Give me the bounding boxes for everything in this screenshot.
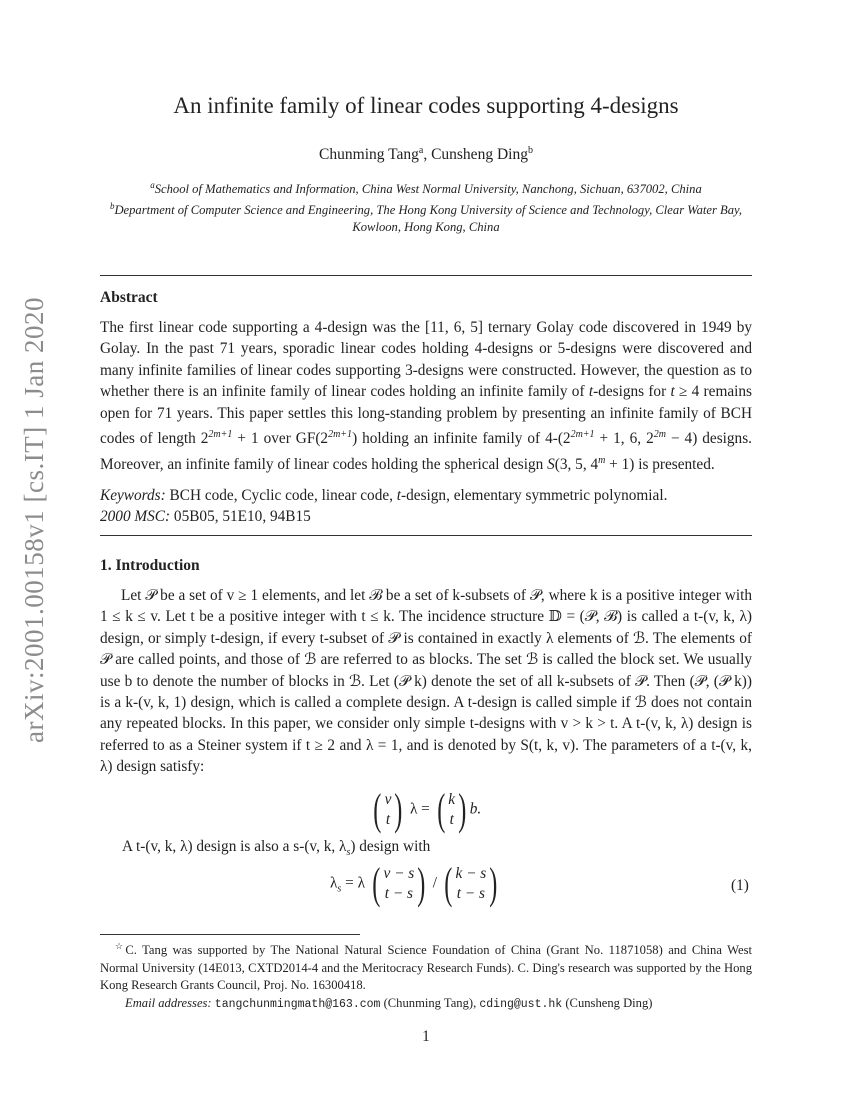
msc-codes: 05B05, 51E10, 94B15 [170, 508, 311, 525]
affiliation-a-text: School of Mathematics and Information, China West Normal University, Nanchong, Sichuan, 637002, China [154, 182, 702, 197]
abstract-text: The first linear code supporting a 4-design was the [11, 6, 5] ternary Golay code discovered in 1949 by Golay. In the past 71 years, sporadic linear codes holding 4-designs or 5-designs were discovered and many infinite families of linear codes supporting 3-designs were constructed. However, the question as to whether there is an infinite family of linear codes holding an infinite family of [100, 319, 752, 401]
abstract-divider [100, 535, 752, 536]
binom-top: k [448, 791, 456, 808]
abstract-math: t [670, 383, 675, 401]
affiliations [100, 177, 752, 236]
abstract-text: ) holding an infinite family of 4-(2 [352, 430, 571, 448]
affiliation-b [100, 198, 752, 236]
funding-text: C. Tang was supported by The National Natural Science Foundation of China (Grant No. 11871058) and China West Normal University (14E013, CXTD2014-4 and the Meritocracy Research Funds). C. Ding's research was supported by the Hong Kong Research Grants Council, Proj. No. 16300418. [100, 943, 752, 993]
author-list [100, 145, 752, 164]
binom-top: v [384, 791, 392, 808]
intro-paragraph-1: Let 𝒫 be a set of v ≥ 1 elements, and let ℬ be a set of k-subsets of 𝒫, where k is a positive integer with 1 ≤ k ≤ v. Let t be a positive integer with t ≤ k. The incidence structure 𝔻 = (𝒫, ℬ) is called a t-(v, k, λ) design, or simply t-design, if every t-subset of 𝒫 is contained in exactly λ elements of ℬ. The elements of 𝒫 are called points, and those of ℬ are referred to as blocks. The set ℬ is called the block set. We usually use b to denote the number of blocks in ℬ. Let (𝒫 k) denote the set of all k-subsets of 𝒫. Then (𝒫, (𝒫 k)) is a k-(v, k, 1) design, which is called a complete design. A t-design is called simple if ℬ does not contain any repeated blocks. In this paper, we consider only simple t-designs with v > k > t. A t-(v, k, λ) design is referred to as a Steiner system if t ≥ 2 and λ = 1, and is denoted by S(t, k, v). The parameters of a t-(v, k, λ) design satisfy: [100, 587, 752, 776]
author-separator: , [423, 146, 432, 164]
email-tang-name: (Chunming Tang), [380, 995, 480, 1010]
footnote [100, 938, 752, 1013]
keywords-text: BCH code, Cyclic code, linear code, [165, 487, 397, 504]
affiliation-b-mark: b [109, 201, 115, 212]
binom-bottom: t [449, 811, 454, 828]
abstract-superscript: m [598, 454, 606, 466]
equation-end: b. [469, 800, 482, 818]
top-divider [100, 275, 752, 276]
affiliation-b-text: Department of Computer Science and Engineering, The Hong Kong University of Science and Technology, Clear Water Bay, Kowloon, Hong Kong, China [114, 203, 743, 235]
author-tang: Chunming Tang [319, 146, 419, 164]
funding-note [100, 938, 752, 995]
paper-title: An infinite family of linear codes supporting 4-designs [173, 93, 679, 118]
abstract-text: -designs for [593, 383, 671, 401]
section-heading-introduction: 1. Introduction [100, 557, 200, 574]
abstract-math: t [588, 383, 594, 401]
binomial-v-t: ( v t ) [373, 785, 403, 834]
sentence-subscript: s [346, 847, 351, 859]
email-label: Email addresses: [125, 995, 212, 1010]
s-design-sentence [122, 838, 430, 858]
abstract-text: − 4) designs. Moreover, an infinite family of linear codes holding the spherical design [100, 430, 752, 473]
abstract-body [100, 317, 752, 475]
author-ding: Cunsheng Ding [431, 146, 528, 164]
page-number: 1 [422, 1028, 430, 1045]
abstract-text: (3, 5, 4 [554, 455, 599, 473]
sentence-text: ) design with [350, 838, 431, 855]
equation-number: (1) [731, 877, 749, 894]
msc-label: 2000 MSC: [100, 508, 171, 525]
abstract-text: + 1) is presented. [605, 455, 715, 473]
email-ding-name: (Cunsheng Ding) [562, 995, 653, 1010]
star-icon: ☆ [115, 941, 126, 951]
binom-bottom: t − s [456, 885, 485, 902]
keywords-label: Keywords: [100, 487, 166, 504]
abstract-text: ≥ 4 remains open for 71 years. This paper settles this long-standing problem by presenting an infinite family of BCH codes of length 2 [100, 383, 752, 448]
msc-line [100, 506, 752, 527]
binom-bottom: t − s [384, 885, 413, 902]
keywords-line [100, 485, 752, 506]
sentence-text: A t-(v, k, λ) design is also a s-(v, k, λ [122, 838, 347, 855]
abstract-math: S [547, 455, 555, 473]
author-ding-affil-mark: b [527, 145, 533, 156]
email-tang[interactable]: tangchunmingmath@163.com [214, 997, 381, 1011]
equation-lhs-subscript: s [337, 883, 342, 895]
abstract-text: + 1, 6, 2 [594, 430, 654, 448]
keywords-block [100, 485, 752, 527]
binomial-v-s: ( v − s t − s ) [372, 859, 426, 908]
affiliation-a-mark: a [150, 180, 155, 190]
affiliation-a [100, 177, 752, 198]
equation-1 [330, 859, 501, 908]
abstract-text: + 1 over GF(2 [232, 430, 329, 448]
equation-middle: = λ [341, 874, 366, 892]
equation-slash: / [432, 874, 437, 892]
binomial-k-t: ( k t ) [436, 785, 467, 834]
introduction-paragraph [100, 585, 752, 778]
binom-top: k − s [455, 865, 487, 882]
keywords-text: -design, elementary symmetric polynomial. [401, 487, 668, 504]
equation-middle: λ = [409, 800, 430, 818]
binom-bottom: t [385, 811, 391, 828]
footnote-rule [100, 934, 360, 935]
arxiv-identifier[interactable]: arXiv:2001.00158v1 [cs.IT] 1 Jan 2020 [19, 297, 49, 743]
email-line [100, 995, 752, 1014]
binom-top: v − s [383, 865, 415, 882]
abstract-superscript: 2m+1 [570, 429, 595, 441]
equation-lhs: λ [330, 874, 338, 892]
abstract-superscript: 2m+1 [208, 429, 233, 441]
equation-design-parameters [370, 785, 482, 834]
abstract-superscript: 2m [653, 429, 666, 441]
keywords-math: t [396, 487, 402, 504]
abstract-heading: Abstract [100, 289, 158, 306]
email-ding[interactable]: cding@ust.hk [479, 997, 563, 1011]
author-tang-affil-mark: a [418, 145, 424, 156]
binomial-k-s: ( k − s t − s ) [444, 859, 498, 908]
abstract-superscript: 2m+1 [328, 429, 353, 441]
